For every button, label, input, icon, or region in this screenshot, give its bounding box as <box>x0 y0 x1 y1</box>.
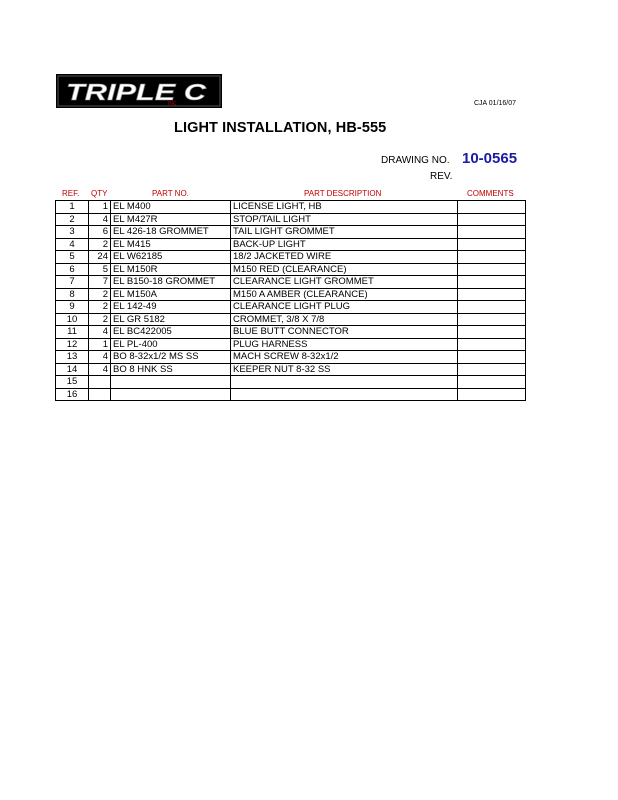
table-row <box>56 263 526 276</box>
header-part-no: PART NO. <box>152 189 189 198</box>
part-number-cell: EL B150-18 GROMMET <box>111 276 231 289</box>
table-row <box>56 226 526 239</box>
table-row <box>56 251 526 264</box>
part-number-cell: EL 426-18 GROMMET <box>111 226 231 239</box>
header-qty: QTY <box>91 189 108 198</box>
ref-cell: 6 <box>56 263 89 276</box>
comments-cell <box>458 313 526 326</box>
comments-cell <box>458 238 526 251</box>
ref-cell: 16 <box>56 388 89 401</box>
part-number-cell: EL GR 5182 <box>111 313 231 326</box>
ref-cell: 14 <box>56 363 89 376</box>
qty-cell: 2 <box>89 301 111 314</box>
part-description-cell: KEEPER NUT 8-32 SS <box>231 363 458 376</box>
comments-cell <box>458 251 526 264</box>
logo-sub-text: INC <box>168 101 177 107</box>
part-number-cell <box>111 388 231 401</box>
part-number-cell: EL M427R <box>111 213 231 226</box>
comments-cell <box>458 276 526 289</box>
part-description-cell: BACK-UP LIGHT <box>231 238 458 251</box>
ref-cell: 4 <box>56 238 89 251</box>
table-row <box>56 313 526 326</box>
qty-cell <box>89 388 111 401</box>
qty-cell <box>89 376 111 389</box>
triple-c-logo <box>56 74 222 108</box>
ref-cell: 5 <box>56 251 89 264</box>
qty-cell: 4 <box>89 351 111 364</box>
ref-cell: 11 <box>56 326 89 339</box>
part-number-cell: EL PL-400 <box>111 338 231 351</box>
table-row <box>56 326 526 339</box>
part-number-cell: EL M150R <box>111 263 231 276</box>
part-description-cell: M150 A AMBER (CLEARANCE) <box>231 288 458 301</box>
parts-table <box>55 200 526 401</box>
ref-cell: 7 <box>56 276 89 289</box>
ref-cell: 1 <box>56 201 89 214</box>
part-description-cell <box>231 388 458 401</box>
table-row <box>56 301 526 314</box>
header-part-description: PART DESCRIPTION <box>304 189 382 198</box>
table-row <box>56 338 526 351</box>
part-number-cell: EL 142-49 <box>111 301 231 314</box>
table-row <box>56 213 526 226</box>
qty-cell: 2 <box>89 288 111 301</box>
table-row <box>56 238 526 251</box>
qty-cell: 7 <box>89 276 111 289</box>
comments-cell <box>458 363 526 376</box>
qty-cell: 1 <box>89 338 111 351</box>
comments-cell <box>458 338 526 351</box>
table-row <box>56 288 526 301</box>
drawing-number: 10-0565 <box>462 150 518 167</box>
author-date-stamp: CJA 01/16/07 <box>474 100 517 107</box>
part-number-cell: EL M400 <box>111 201 231 214</box>
ref-cell: 15 <box>56 376 89 389</box>
qty-cell: 4 <box>89 326 111 339</box>
part-number-cell: EL BC422005 <box>111 326 231 339</box>
part-description-cell: M150 RED (CLEARANCE) <box>231 263 458 276</box>
logo-brand-text: TRIPLE C <box>66 79 207 105</box>
qty-cell: 24 <box>89 251 111 264</box>
comments-cell <box>458 301 526 314</box>
comments-cell <box>458 213 526 226</box>
part-number-cell: EL M150A <box>111 288 231 301</box>
comments-cell <box>458 288 526 301</box>
ref-cell: 3 <box>56 226 89 239</box>
drawing-number-label: DRAWING NO. <box>381 155 450 166</box>
comments-cell <box>458 226 526 239</box>
table-row <box>56 363 526 376</box>
part-description-cell: BLUE BUTT CONNECTOR <box>231 326 458 339</box>
comments-cell <box>458 263 526 276</box>
part-description-cell: PLUG HARNESS <box>231 338 458 351</box>
part-description-cell <box>231 376 458 389</box>
page-title: LIGHT INSTALLATION, HB-555 <box>174 120 387 136</box>
ref-cell: 13 <box>56 351 89 364</box>
part-description-cell: TAIL LIGHT GROMMET <box>231 226 458 239</box>
part-description-cell: CROMMET, 3/8 X 7/8 <box>231 313 458 326</box>
part-description-cell: STOP/TAIL LIGHT <box>231 213 458 226</box>
ref-cell: 2 <box>56 213 89 226</box>
qty-cell: 1 <box>89 201 111 214</box>
table-row <box>56 201 526 214</box>
revision-label: REV. <box>430 171 453 182</box>
comments-cell <box>458 201 526 214</box>
comments-cell <box>458 351 526 364</box>
part-number-cell: EL M415 <box>111 238 231 251</box>
comments-cell <box>458 326 526 339</box>
qty-cell: 2 <box>89 238 111 251</box>
table-row <box>56 351 526 364</box>
ref-cell: 10 <box>56 313 89 326</box>
part-description-cell: LICENSE LIGHT, HB <box>231 201 458 214</box>
part-number-cell: EL W62185 <box>111 251 231 264</box>
header-comments: COMMENTS <box>467 189 514 198</box>
qty-cell: 4 <box>89 363 111 376</box>
comments-cell <box>458 388 526 401</box>
qty-cell: 2 <box>89 313 111 326</box>
table-row <box>56 388 526 401</box>
part-description-cell: CLEARANCE LIGHT GROMMET <box>231 276 458 289</box>
qty-cell: 6 <box>89 226 111 239</box>
ref-cell: 9 <box>56 301 89 314</box>
part-number-cell <box>111 376 231 389</box>
ref-cell: 8 <box>56 288 89 301</box>
qty-cell: 4 <box>89 213 111 226</box>
table-row <box>56 276 526 289</box>
part-number-cell: BO 8-32x1/2 MS SS <box>111 351 231 364</box>
part-description-cell: CLEARANCE LIGHT PLUG <box>231 301 458 314</box>
comments-cell <box>458 376 526 389</box>
header-ref: REF. <box>62 189 80 198</box>
ref-cell: 12 <box>56 338 89 351</box>
qty-cell: 5 <box>89 263 111 276</box>
part-number-cell: BO 8 HNK SS <box>111 363 231 376</box>
part-description-cell: 18/2 JACKETED WIRE <box>231 251 458 264</box>
part-description-cell: MACH SCREW 8-32x1/2 <box>231 351 458 364</box>
table-row <box>56 376 526 389</box>
